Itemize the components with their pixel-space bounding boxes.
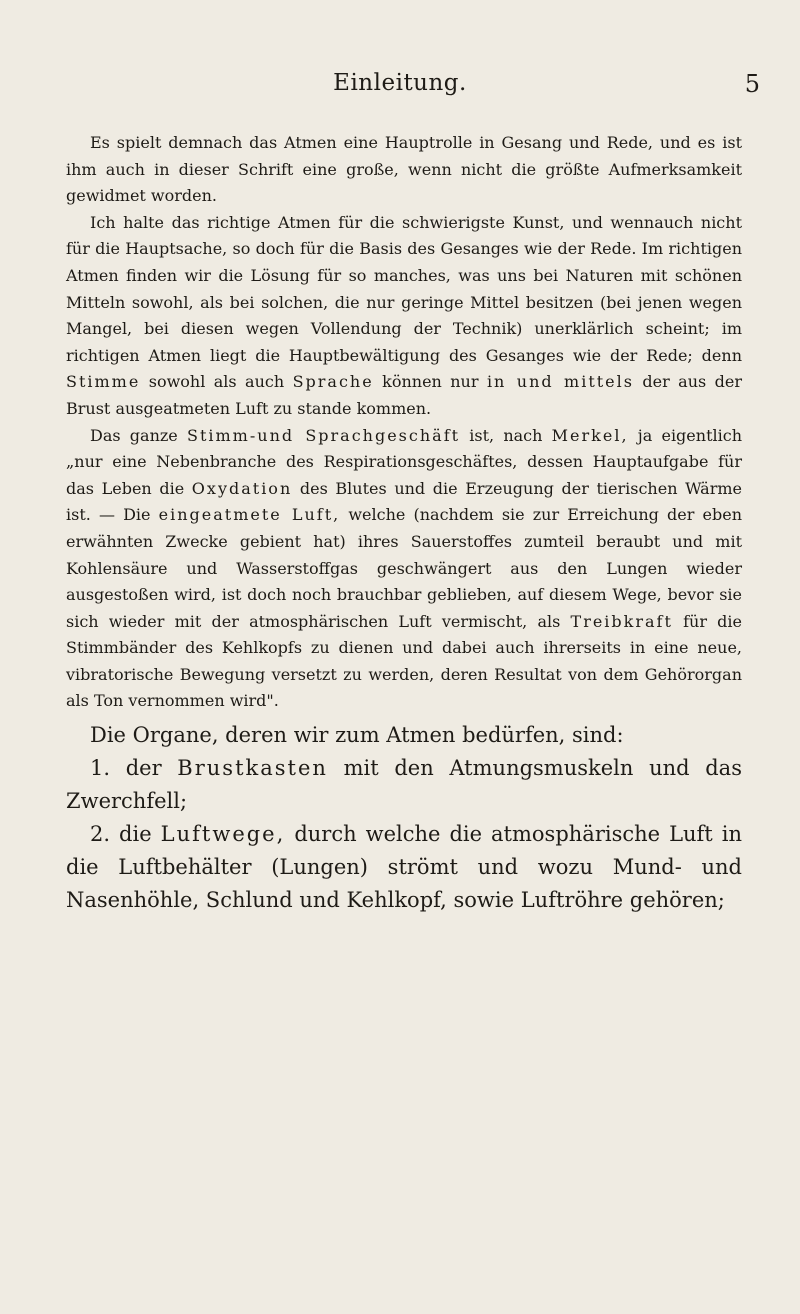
emphasis-in-und-mittels: in und mittels [486,372,634,392]
paragraph-2-text: Ich halte das richtige Atmen für die schwierigste Kunst, und wennauch nicht für die Hauptsache, so doch für die Basis des Gesanges wie der Rede. Im richtigen Atmen finden wir die Lösung für so manches, was uns bei Naturen mit schönen Mitteln sowohl, als bei solchen, die nur geringe Mittel besitzen (bei jenen wegen Mangel, bei diesen wegen Vollendung der Technik) unerklärlich scheint; im richtigen Atmen liegt die Hauptbewältigung des Gesanges wie der Rede; denn [66,212,742,365]
emphasis-luftwege: Luftwege, [160,822,286,847]
emphasis-stimm-und-sprachgeschaeft: Stimm-und Sprachgeschäft [187,425,461,445]
paragraph-1: Es spielt demnach das Atmen eine Hauptrolle in Gesang und Rede, und es ist ihm auch in dieser Schrift eine große, wenn nicht die größte Aufmerksamkeit gewidmet worden. [66,133,742,206]
emphasis-sprache: Sprache [292,372,374,392]
paragraph-2-end: der aus der Brust ausgeatmeten Luft zu stande kommen. [66,372,743,418]
paragraph-2-mid2: können nur [382,372,479,392]
paragraph-2 [66,210,742,423]
page-number: 5 [744,70,760,98]
paragraph-3-mid4: welche (nachdem sie zur Erreichung der eben erwähnten Zwecke gebient hat) ihres Sauerstoffes zumteil beraubt und mit Kohlensäure und Wasserstoffgas geschwängert aus den Lungen wieder ausgestoßen wird, ist doch noch brauchbar geblieben, auf diesem Wege, bevor sie sich wieder mit der atmosphärischen Luft vermischt, als [66,505,742,631]
paragraph-3-end: für die Stimmbänder des Kehlkopfs zu dienen und dabei auch ihrerseits in eine neue, vibratorische Bewegung versetzt zu werden, deren Resultat von dem Gehörorgan als Ton vernommen wird". [66,611,743,711]
list-item-1-num: 1. der [90,756,162,781]
running-header [40,70,760,110]
list-item-1-text: mit den Atmungsmuskeln und das Zwerchfell; [66,756,742,814]
paragraph-3 [66,423,742,716]
paragraph-3-start: Das ganze [90,425,178,445]
paragraph-4: Die Organe, deren wir zum Atmen bedürfen, sind: [90,723,624,748]
chapter-title: Einleitung. [333,70,467,96]
list-item-2-text: durch welche die atmosphärische Luft in die Luftbehälter (Lungen) strömt und wozu Mund- und Nasenhöhle, Schlund und Kehlkopf, sowie Luftröhre gehören; [66,822,742,913]
paragraph-3-mid3: des Blutes und die Erzeugung der tierischen Wärme ist. — Die [66,478,742,525]
emphasis-treibkraft: Treibkraft [570,611,673,631]
body-text [66,130,742,917]
emphasis-oxydation: Oxydation [191,478,293,498]
paragraph-2-mid: sowohl als auch [148,372,285,392]
paragraph-3-mid2: ja eigentlich „nur eine Nebenbranche des Respirationsgeschäftes, dessen Hauptaufgabe für das Leben die [66,425,743,498]
list-item-2 [66,818,742,917]
emphasis-merkel: Merkel, [551,425,629,445]
list-item-2-num: 2. die [90,822,152,847]
emphasis-brustkasten: Brustkasten [177,756,328,781]
paragraph-3-mid1: ist, nach [469,425,543,445]
organs-section [66,719,742,917]
emphasis-eingeatmete-luft: eingeatmete Luft, [158,505,341,525]
list-item-1 [66,752,742,818]
emphasis-stimme: Stimme [66,372,141,392]
